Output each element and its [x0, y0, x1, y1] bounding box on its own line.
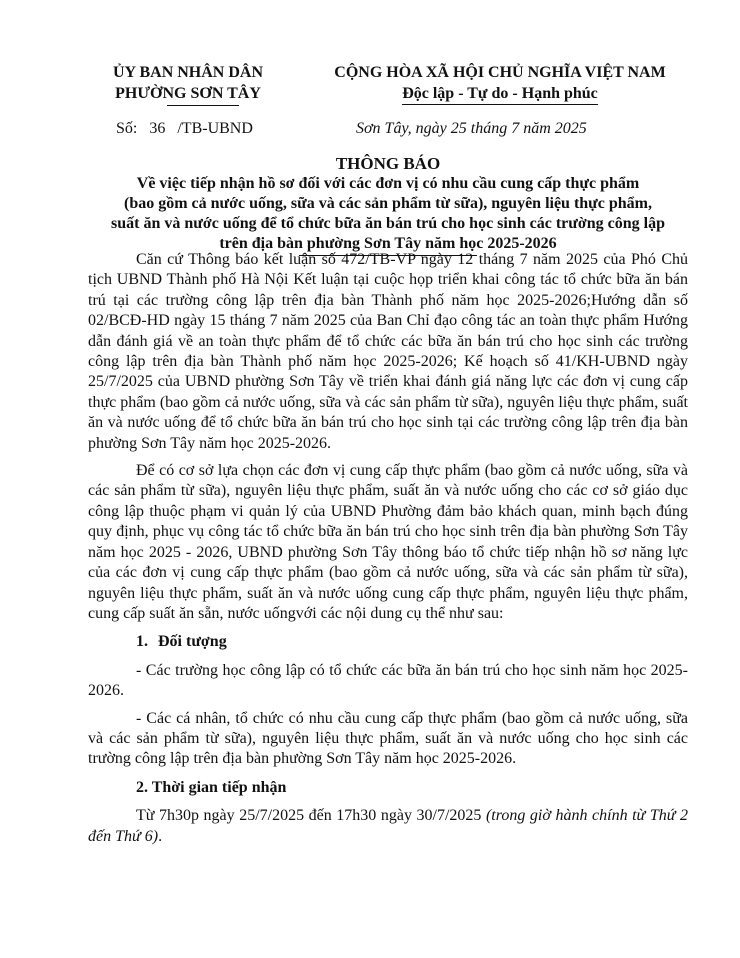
date-day: 25 — [450, 120, 467, 137]
number-prefix: Số: — [116, 120, 138, 137]
section-1-title: Đối tượng — [158, 633, 227, 651]
date-month-label: tháng — [470, 120, 508, 137]
place-date-prefix: Sơn Tây, ngày — [356, 120, 447, 137]
title-line-text: trên địa bàn phường Sơn Tây năm học 2025-2026 — [219, 235, 557, 252]
section-2-text — [88, 806, 688, 847]
reception-time: Từ 7h30p ngày 25/7/2025 đến 17h30 ngày 30/7/2025 — [136, 807, 482, 825]
document-body — [88, 250, 688, 847]
document-title — [88, 154, 688, 254]
title-line: suất ăn và nước uống để tổ chức bữa ăn bán trú cho học sinh các trường công lập — [111, 215, 665, 232]
section-1-item: - Các cá nhân, tổ chức có nhu cầu cung cấp thực phẩm (bao gồm cả nước uống, sữa và các sản phẩm từ sữa), nguyên liệu thực phẩm, suất ăn và nước uống cho học sinh các trường công lập trên địa bàn phường Sơn Tây năm học 2025-2026. — [88, 709, 688, 768]
national-motto — [305, 62, 695, 105]
purpose-paragraph: Để có cơ sở lựa chọn các đơn vị cung cấp thực phẩm (bao gồm cả nước uống, sữa và các sản phẩm từ sữa), nguyên liệu thực phẩm, suất ăn và nước uống cho các cơ sở giáo dục công lập thuộc phạm vi quản lý của UBND Phường đảm bảo khách quan, minh bạch đúng quy định, phục vụ công tác tổ chức bữa ăn bán trú cho học sinh trên địa bàn phường Sơn Tây năm học 2025 - 2026, UBND phường Sơn Tây thông báo tổ chức tiếp nhận hồ sơ năng lực của các đơn vị cung cấp thực phẩm (bao gồm cả nước uống, sữa và các sản phẩm từ sữa), nguyên liệu thực phẩm, suất ăn và nước uống cung cấp thực phẩm, nguyên liệu thực phẩm, cung cấp suất ăn sẵn, nước uốngvới các nội dung cụ thể như sau: — [88, 462, 688, 622]
date-month: 7 — [511, 120, 520, 137]
authority-line-2 — [115, 83, 261, 104]
title-line: Về việc tiếp nhận hồ sơ đối với các đơn vị có nhu cầu cung cấp thực phẩm — [136, 175, 640, 192]
authority-line-1: ỦY BAN NHÂN DÂN — [112, 64, 264, 81]
reception-hours-note: (trong giờ hành chính từ Thứ 2 đến Thứ 6) — [88, 807, 689, 845]
section-1-number: 1. — [136, 633, 148, 651]
place-date — [356, 119, 696, 139]
legal-basis-paragraph: Căn cứ Thông báo kết luận số 472/TB-VP ngày 12 tháng 7 năm 2025 của Phó Chủ tịch UBND Thành phố Hà Nội Kết luận tại cuộc họp triển khai công tác tổ chức bữa ăn bán trú tại các trường công lập trên địa bàn Thành phố năm học 2025-2026;Hướng dẫn số 02/BCĐ-HD ngày 15 tháng 7 năm 2025 của Ban Chỉ đạo công tác an toàn thực phẩm Hướng dẫn đánh giá về an toàn thực phẩm để tổ chức các bữa ăn bán trú cho học sinh các trường công lập trên địa bàn Thành phố năm học 2025-2026; Kế hoạch số 41/KH-UBND ngày 25/7/2025 của UBND phường Sơn Tây về triển khai đánh giá năng lực các đơn vị cung cấp thực phẩm (bao gồm cả nước uống, sữa và các sản phẩm từ sữa), nguyên liệu thực phẩm, suất ăn và nước uống để tổ chức bữa ăn bán trú cho học sinh tại các trường công lập trên địa bàn phường Sơn Tây năm học 2025-2026. — [88, 251, 688, 452]
section-1-heading — [88, 632, 688, 652]
issuing-authority — [88, 62, 288, 104]
section-1-item: - Các trường học công lập có tổ chức các bữa ăn bán trú cho học sinh năm học 2025-2026. — [88, 661, 688, 700]
authority-underline — [167, 105, 239, 106]
authority-line-2-text: PHƯỜNG SƠN TÂY — [115, 85, 261, 102]
title-kind: THÔNG BÁO — [335, 154, 441, 173]
document-number — [116, 119, 253, 139]
number-value: 36 — [149, 120, 166, 137]
title-line: (bao gồm cả nước uống, sữa và các sản phẩm từ sữa), nguyên liệu thực phẩm, — [123, 195, 653, 212]
section-2-heading: 2. Thời gian tiếp nhận — [136, 778, 287, 796]
date-year: năm 2025 — [523, 120, 587, 137]
sentence-end: . — [158, 827, 163, 845]
motto: Độc lập - Tự do - Hạnh phúc — [402, 85, 598, 105]
number-suffix: /TB-UBND — [177, 120, 253, 137]
nation-name: CỘNG HÒA XÃ HỘI CHỦ NGHĨA VIỆT NAM — [334, 64, 666, 81]
